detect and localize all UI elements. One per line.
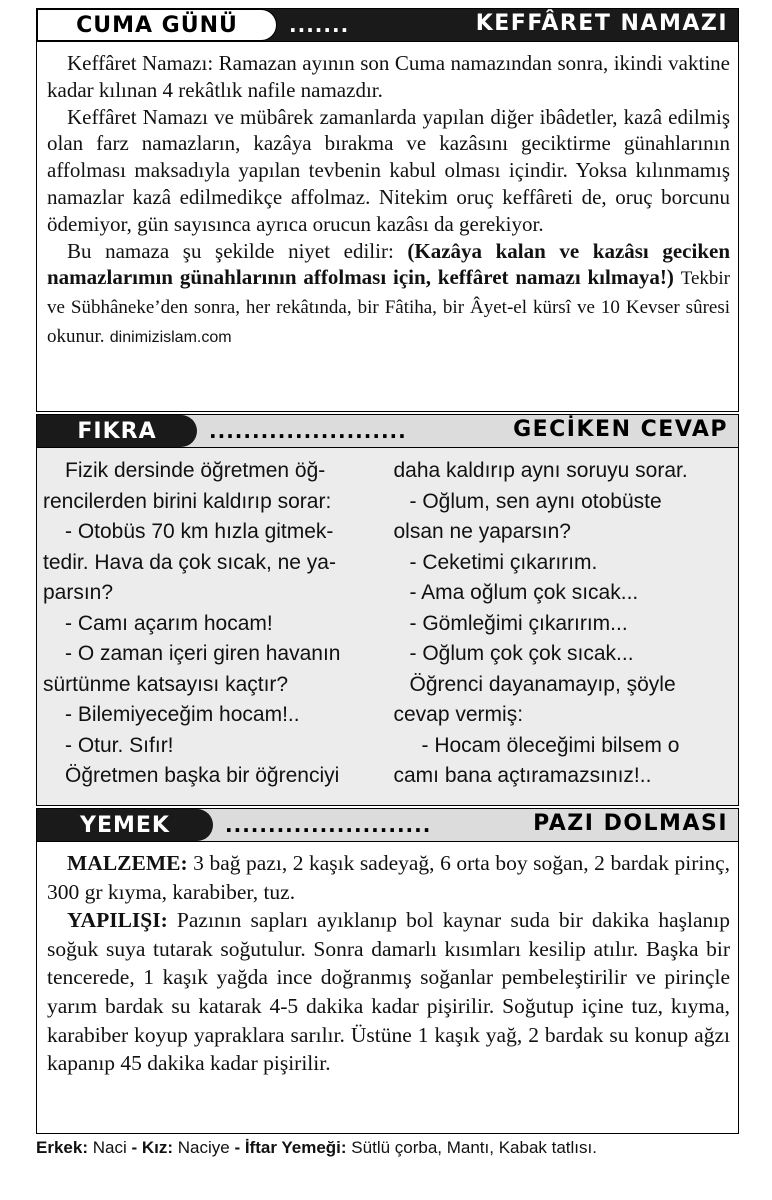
joke-header-bar bbox=[36, 414, 739, 448]
joke-tag: FIKRA bbox=[37, 415, 197, 447]
niyet-text: (Kazâya kalan ve kazâsı geciken namazlarımın günahlarının affolması için, keffâret namazı kılmaya!) bbox=[47, 238, 730, 290]
source-credit: dinimizislam.com bbox=[109, 328, 232, 346]
joke-line: - Otur. Sıfır! bbox=[65, 733, 174, 757]
prayer-instructions: Tekbir ve Sübhâneke’den sonra, her rekâtında, bir Fâtiha, bir Âyet-el kürsî ve 10 Kevser sûresi okunur. bbox=[47, 268, 731, 347]
names-footer bbox=[36, 1138, 597, 1158]
footer-separator: - bbox=[229, 1138, 245, 1157]
method-text: Pazının sapları ayıklanıp bol kaynar suda bir dakika haşlanıp soğuk suya tutarak soğutulur. Sonra damarlı kısımları kesilip atılır. Başka bir tencerede, 1 kaşık yağda ince doğranmış soğanlar pembeleştirilir ve pirinçle yarım bardak su katarak 4-5 dakika kadar pişirilir. Soğutup içine tuz, kıyma, karabiber koyup yapraklara sarılır. Üstüne 1 kaşık yağ, 2 bardak su konup ağzı kapanıp 45 dakika kadar pişirilir. bbox=[47, 908, 731, 1076]
male-name: Naci bbox=[92, 1138, 127, 1157]
joke-dots: ....................... bbox=[209, 419, 407, 443]
joke-line: cevap vermiş: bbox=[393, 703, 524, 726]
joke-line: - Ama oğlum çok sıcak... bbox=[409, 581, 639, 604]
iftar-label: İftar Yemeği: bbox=[244, 1138, 347, 1157]
joke-line: Öğretmen başka bir öğrenciyi bbox=[65, 764, 340, 787]
joke-line: - Camı açarım hocam! bbox=[65, 611, 273, 635]
joke-line: - Oğlum çok çok sıcak... bbox=[409, 642, 634, 665]
recipe-title: PAZI DOLMASI bbox=[533, 811, 728, 836]
joke-line: tedir. Hava da çok sıcak, ne ya- bbox=[43, 550, 336, 574]
method-label: YAPILIŞI: bbox=[67, 908, 168, 933]
joke-line: sürtünme katsayısı kaçtır? bbox=[43, 672, 289, 696]
male-name-label: Erkek: bbox=[36, 1138, 88, 1157]
ingredients-label: MALZEME: bbox=[67, 851, 188, 875]
recipe-method bbox=[47, 906, 730, 1078]
joke-column-right bbox=[388, 456, 733, 805]
friday-paragraph-1: Keffâret Namazı: Ramazan ayının son Cuma namazından sonra, ikindi vaktine kadar kılınan 4 rekâtlık nafile namazdır. bbox=[47, 51, 730, 102]
friday-paragraph-2: Keffâret Namazı ve mübârek zamanlarda yapılan diğer ibâdetler, kazâ edilmiş olan farz namazların, kazâya bırakma ve kazâsını geciktirme günahlarının affolması maksadıyla yapılan tevbenin kabul olması içindir. Yoksa kılınmamış namazlar kazâ edilmedikçe affolmaz. Nitekim oruç keffâreti de, oruç borcunu ödemiyor, gün sayısınca ayrıca orucun kazâsı da gerekiyor. bbox=[47, 104, 730, 236]
friday-title: KEFFÂRET NAMAZI bbox=[475, 11, 728, 36]
recipe-tag: YEMEK bbox=[37, 809, 213, 841]
ingredients-text: 3 bağ pazı, 2 kaşık sadeyağ, 6 orta boy soğan, 2 bardak pirinç, 300 gr kıyma, karabiber, tuz. bbox=[47, 851, 730, 904]
female-name: Naciye bbox=[177, 1138, 230, 1157]
joke-line: daha kaldırıp aynı soruyu sorar. bbox=[393, 459, 688, 482]
joke-line: parsın? bbox=[43, 581, 114, 604]
joke-line: - Ceketimi çıkarırım. bbox=[409, 550, 598, 574]
joke-line: camı bana açtıramazsınız!.. bbox=[393, 764, 652, 787]
recipe-body bbox=[36, 842, 739, 1134]
friday-header-bar bbox=[36, 8, 739, 42]
joke-line: - Oğlum, sen aynı otobüste bbox=[409, 489, 662, 513]
joke-column-left bbox=[43, 456, 388, 805]
joke-line: Öğrenci dayanamayıp, şöyle bbox=[409, 672, 676, 696]
friday-body bbox=[36, 42, 739, 412]
footer-separator: - bbox=[126, 1138, 142, 1157]
joke-title: GECİKEN CEVAP bbox=[513, 417, 728, 442]
joke-line: - Gömleğimi çıkarırım... bbox=[409, 611, 628, 635]
friday-paragraph-3 bbox=[47, 238, 730, 352]
recipe-header-bar bbox=[36, 808, 739, 842]
joke-line: - O zaman içeri giren havanın bbox=[65, 642, 341, 665]
joke-line: - Hocam öleceğimi bilsem o bbox=[421, 733, 680, 757]
friday-dots: ....... bbox=[289, 13, 350, 37]
calendar-page bbox=[36, 8, 739, 1134]
joke-line: Fizik dersinde öğretmen öğ- bbox=[65, 459, 326, 482]
iftar-menu: Sütlü çorba, Mantı, Kabak tatlısı. bbox=[351, 1138, 597, 1157]
friday-tag: CUMA GÜNÜ bbox=[37, 9, 277, 41]
female-name-label: Kız: bbox=[141, 1138, 174, 1157]
niyet-intro: Bu namaza şu şekilde niyet edilir: bbox=[67, 238, 394, 263]
joke-body bbox=[36, 448, 739, 806]
joke-line: - Otobüs 70 km hızla gitmek- bbox=[65, 520, 334, 543]
joke-line: olsan ne yaparsın? bbox=[393, 520, 571, 543]
joke-line: rencilerden birini kaldırıp sorar: bbox=[43, 489, 332, 513]
recipe-ingredients bbox=[47, 849, 730, 906]
recipe-dots: ........................ bbox=[225, 813, 432, 837]
joke-line: - Bilemiyeceğim hocam!.. bbox=[65, 703, 300, 726]
